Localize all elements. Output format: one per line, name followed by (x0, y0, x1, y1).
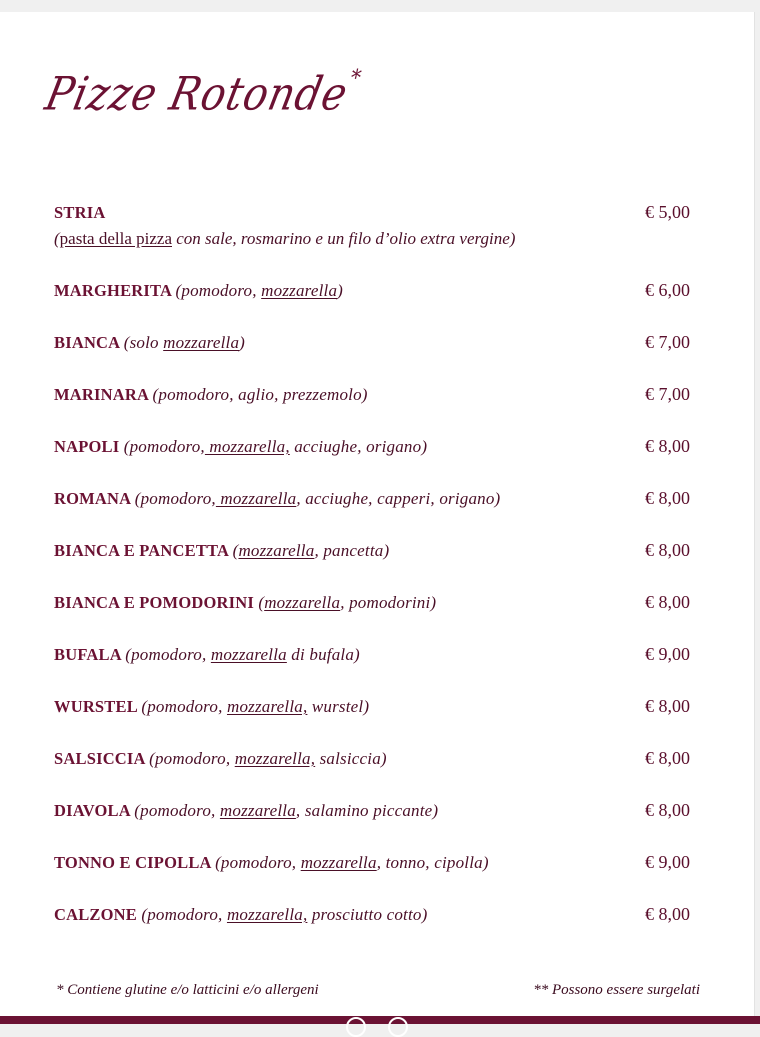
circle-icon (346, 1017, 366, 1037)
menu-item-bianca-e-pomodorini (54, 592, 690, 613)
item-price: € 8,00 (645, 748, 690, 768)
menu-item-tonno-e-cipolla (54, 852, 690, 873)
menu-item-margherita (54, 280, 690, 301)
item-price: € 5,00 (645, 202, 690, 222)
title-text: Pizze Rotonde (40, 68, 353, 121)
item-name: TONNO E CIPOLLA (54, 853, 211, 872)
menu-item-diavola (54, 800, 690, 821)
item-name: STRIA (54, 203, 106, 222)
item-description: (pomodoro, mozzarella, acciughe, origano) (123, 437, 428, 456)
item-name: ROMANA (54, 489, 131, 508)
menu-item-salsiccia (54, 748, 690, 769)
item-description: (pomodoro, aglio, prezzemolo) (152, 385, 368, 404)
footer-note-frozen: ** Possono essere surgelati (533, 982, 700, 998)
item-name: BIANCA (54, 333, 120, 352)
item-name: SALSICCIA (54, 749, 145, 768)
menu-item-stria (54, 202, 690, 249)
item-price: € 7,00 (645, 332, 690, 352)
item-price: € 8,00 (645, 436, 690, 456)
item-description: (pomodoro, mozzarella) (175, 281, 344, 300)
item-description: (pomodoro, mozzarella, salamino piccante) (134, 801, 439, 820)
item-description: (pasta della pizza con sale, rosmarino e un filo d’olio extra vergine) (54, 229, 516, 248)
page-title (40, 63, 365, 121)
item-name: MARINARA (54, 385, 149, 404)
menu-item-wurstel (54, 696, 690, 717)
item-price: € 9,00 (645, 644, 690, 664)
menu-item-marinara (54, 384, 690, 405)
title-asterisk: * (347, 63, 365, 91)
footer-notes (56, 982, 700, 999)
menu-item-bianca (54, 332, 690, 353)
menu-item-romana (54, 488, 690, 509)
item-name: BIANCA E POMODORINI (54, 593, 254, 612)
item-name: DIAVOLA (54, 801, 130, 820)
item-price: € 8,00 (645, 540, 690, 560)
item-name: BUFALA (54, 645, 121, 664)
item-price: € 7,00 (645, 384, 690, 404)
item-price: € 8,00 (645, 696, 690, 716)
item-price: € 8,00 (645, 488, 690, 508)
item-price: € 9,00 (645, 852, 690, 872)
item-description: (pomodoro, mozzarella, wurstel) (141, 697, 370, 716)
item-price: € 8,00 (645, 592, 690, 612)
item-price: € 8,00 (645, 904, 690, 924)
circle-icon (388, 1017, 408, 1037)
item-name: CALZONE (54, 905, 137, 924)
item-price: € 6,00 (645, 280, 690, 300)
menu-item-bianca-e-pancetta (54, 540, 690, 561)
item-name: MARGHERITA (54, 281, 172, 300)
item-name: BIANCA E PANCETTA (54, 541, 229, 560)
menu-item-napoli (54, 436, 690, 457)
footer-note-allergens: * Contiene glutine e/o latticini e/o allergeni (56, 982, 319, 998)
menu-page (0, 12, 755, 1024)
menu-item-calzone (54, 904, 690, 925)
item-description: (pomodoro, mozzarella, prosciutto cotto) (141, 905, 428, 924)
item-description: (pomodoro, mozzarella di bufala) (125, 645, 360, 664)
item-name: NAPOLI (54, 437, 120, 456)
item-description: (mozzarella, pomodorini) (258, 593, 437, 612)
item-name: WURSTEL (54, 697, 138, 716)
item-description: (pomodoro, mozzarella, salsiccia) (149, 749, 387, 768)
item-description: (solo mozzarella) (123, 333, 246, 352)
item-description: (pomodoro, mozzarella, acciughe, capperi, origano) (134, 489, 501, 508)
bottom-bar (0, 1016, 760, 1024)
item-price: € 8,00 (645, 800, 690, 820)
menu-item-bufala (54, 644, 690, 665)
item-description: (mozzarella, pancetta) (232, 541, 390, 560)
item-description: (pomodoro, mozzarella, tonno, cipolla) (215, 853, 489, 872)
